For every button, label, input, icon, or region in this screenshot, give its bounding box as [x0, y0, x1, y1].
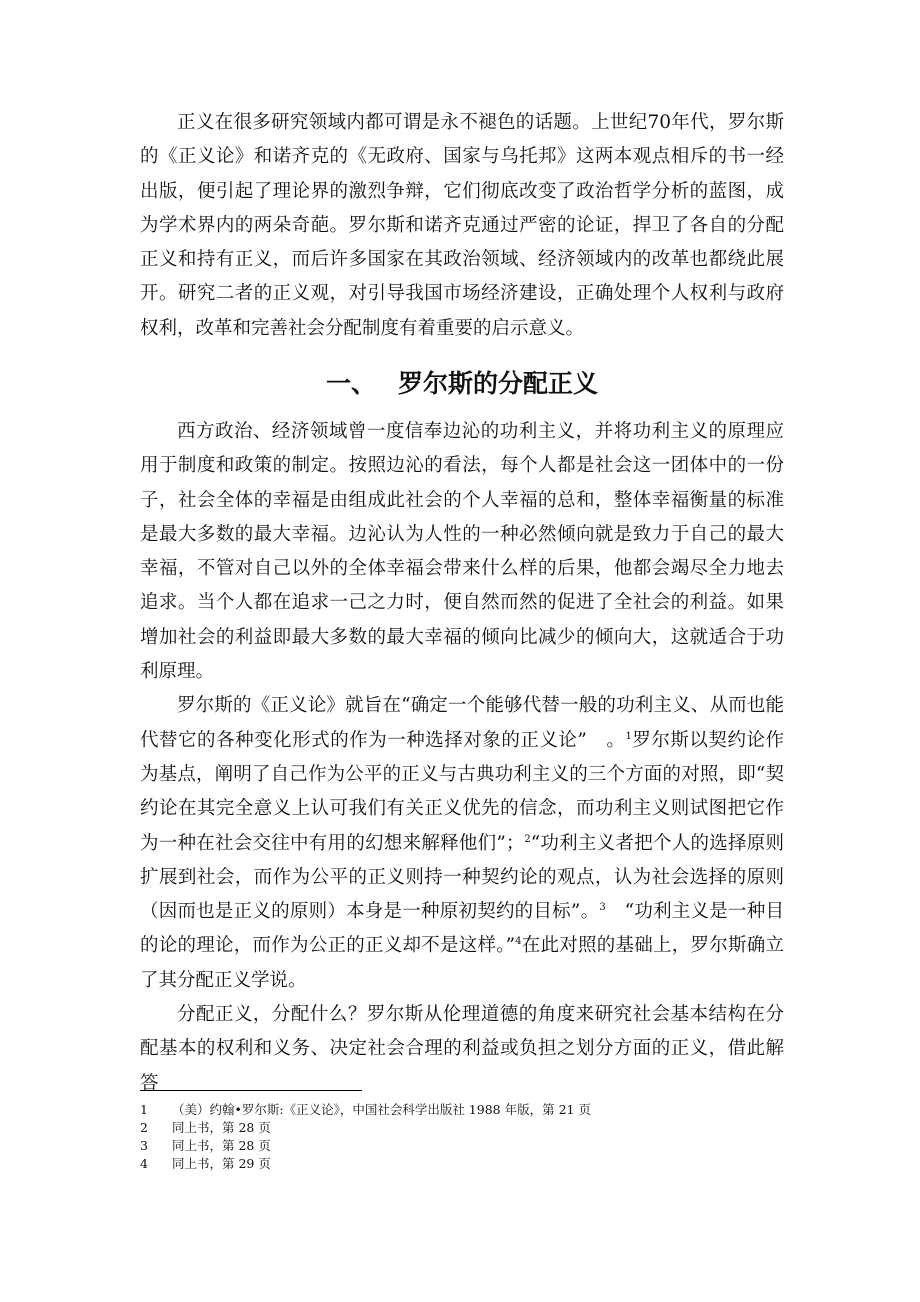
footnote-text: 同上书，第 28 页 [172, 1120, 271, 1135]
footnote-number: 4 [140, 1156, 148, 1171]
footnote-text: （美）约翰•罗尔斯:《正义论》，中国社会科学出版社 1988 年版，第 21 页 [172, 1102, 591, 1117]
section-title: 罗尔斯的分配正义 [398, 369, 599, 398]
paragraph-text: “功利主义者把个人的选择原则扩展到社会，而作为公平的正义则持一种契约论的观点，认为社会选择的原则（因而也是正义的原则）本身是一种原初契约的目标”。 [140, 832, 784, 923]
footnote-ref-1[interactable]: 1 [625, 730, 632, 742]
section-number: 一、 [325, 369, 376, 398]
paragraph-text: 罗尔斯的《正义论》就旨在“确定一个能够代替一般的功利主义、从而也能代替它的各种变化形式的作为一种选择对象的正义论” 。 [140, 695, 784, 751]
footnote-text: 同上书，第 28 页 [172, 1138, 271, 1153]
paragraph-text: 罗尔斯以契约论作为基点，阐明了自己作为公平的正义与古典功利主义的三个方面的对照，即“契约论在其完全意义上认可我们有关正义优先的信念，而功利主义则试图把它作为一种在社会交往中有用的幻想来解释他们”； [140, 729, 784, 854]
footnote-ref-3[interactable]: 3 [599, 902, 606, 913]
footnote-number: 1 [140, 1102, 148, 1117]
footnote-number: 3 [140, 1138, 148, 1153]
section-body [140, 415, 784, 1101]
intro-section [140, 106, 784, 346]
intro-paragraph: 正义在很多研究领域内都可谓是永不褪色的话题。上世纪70年代，罗尔斯的《正义论》和诺齐克的《无政府、国家与乌托邦》这两本观点相斥的书一经出版，便引起了理论界的激烈争辩，它们彻底改变了政治哲学分析的蓝图，成为学术界内的两朵奇葩。罗尔斯和诺齐克通过严密的论证，捍卫了各自的分配正义和持有正义，而后许多国家在其政治领域、经济领域内的改革也都绕此展开。研究二者的正义观，对引导我国市场经济建设，正确处理个人权利与政府权利，改革和完善社会分配制度有着重要的启示意义。 [140, 112, 784, 339]
paragraph-utilitarianism: 西方政治、经济领域曾一度信奉边沁的功利主义，并将功利主义的原理应用于制度和政策的制定。按照边沁的看法，每个人都是社会这一团体中的一份子，社会全体的幸福是由组成此社会的个人幸福的总和，整体幸福衡量的标准是最大多数的最大幸福。边沁认为人性的一种必然倾向就是致力于自己的最大幸福，不管对自己以外的全体幸福会带来什么样的后果，他都会竭尽全力地去追求。当个人都在追求一己之力时，便自然而然的促进了全社会的利益。如果增加社会的利益即最大多数的最大幸福的倾向比减少的倾向大，这就适合于功利原理。 [140, 421, 784, 683]
footnote-number: 2 [140, 1120, 148, 1135]
paragraph-text: “功利主义是一种目的论的理论，而作为公正的正义却不是这样。” [140, 901, 784, 957]
footnote-item [140, 1101, 784, 1119]
footnote-ref-4[interactable]: 4 [515, 936, 522, 948]
footnote-text: 同上书，第 29 页 [172, 1156, 271, 1171]
footnote-item [140, 1155, 784, 1173]
paragraph-theory-of-justice [140, 689, 784, 998]
section-heading [140, 364, 784, 404]
paragraph-text: 在此对照的基础上，罗尔斯确立了其分配正义学说。 [140, 935, 784, 991]
footnote-item [140, 1137, 784, 1155]
footnotes [140, 1101, 784, 1173]
paragraph-distributive-justice: 分配正义，分配什么？罗尔斯从伦理道德的角度来研究社会基本结构在分配基本的权利和义务、决定社会合理的利益或负担之划分方面的正义，借此解答 [140, 1004, 784, 1094]
footnote-ref-2[interactable]: 2 [524, 833, 531, 845]
footnote-item [140, 1119, 784, 1137]
footnote-separator [140, 1090, 362, 1091]
